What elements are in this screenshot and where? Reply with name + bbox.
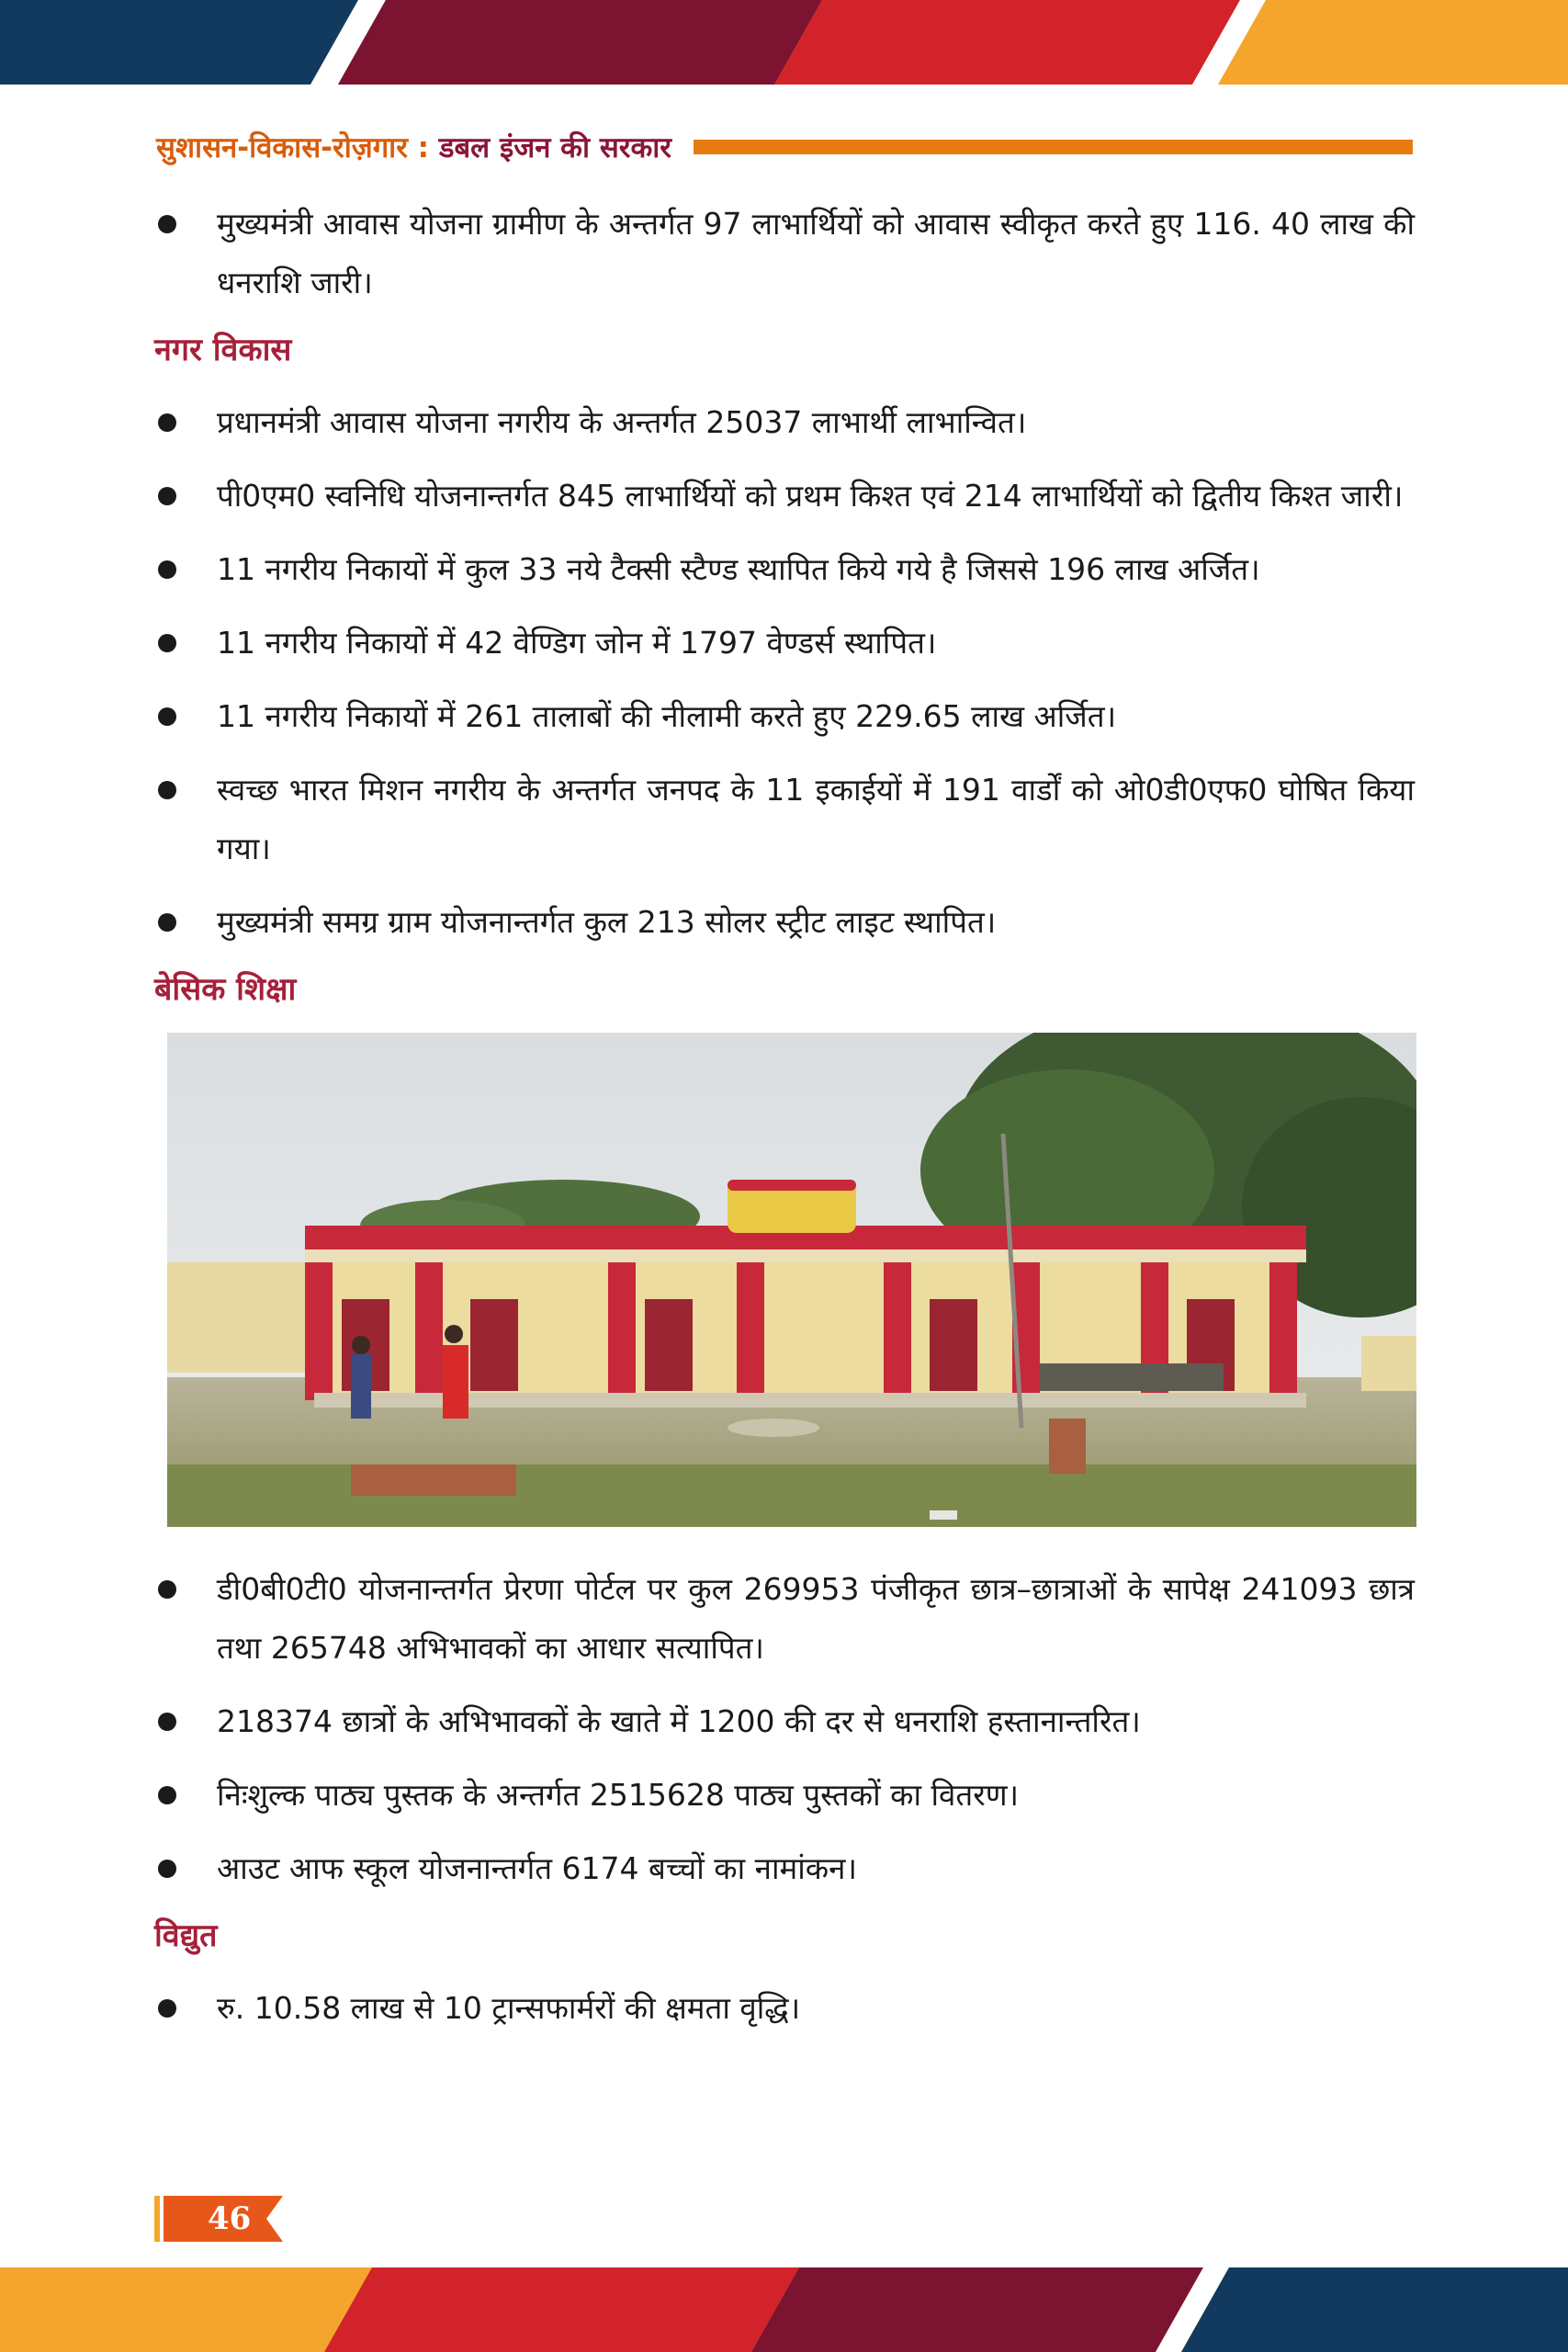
bullet-icon — [158, 1860, 176, 1878]
list-item: मुख्यमंत्री आवास योजना ग्रामीण के अन्तर्गत 97 लाभार्थियों को आवास स्वीकृत करते हुए 116. 40 लाख की धनराशि जारी। — [154, 195, 1415, 312]
list-item: आउट आफ स्कूल योजनान्तर्गत 6174 बच्चों का नामांकन। — [154, 1839, 1415, 1898]
section-title-vidyut: विद्युत — [154, 1917, 218, 1954]
bullet-icon — [158, 215, 176, 233]
list-item: निःशुल्क पाठ्य पुस्तक के अन्तर्गत 2515628 पाठ्य पुस्तकों का वितरण। — [154, 1766, 1415, 1825]
section-title-nagar-vikas: नगर विकास — [154, 332, 292, 368]
list-item: 218374 छात्रों के अभिभावकों के खाते में 1200 की दर से धनराशि हस्तानान्तरित। — [154, 1692, 1415, 1751]
list-item: डी0बी0टी0 योजनान्तर्गत प्रेरणा पोर्टल पर कुल 269953 पंजीकृत छात्र–छात्राओं के सापेक्ष 241093 छात्र तथा 265748 अभिभावकों का आधार सत्यापित। — [154, 1560, 1415, 1678]
bullet-icon — [158, 560, 176, 579]
bullet-icon — [158, 413, 176, 432]
header-rule — [694, 140, 1413, 154]
page-header — [156, 125, 1413, 169]
intro-list — [154, 195, 1415, 312]
section-title-basic-shiksha: बेसिक शिक्षा — [154, 971, 297, 1008]
header-title — [156, 128, 671, 166]
page-number-tab — [154, 2196, 283, 2242]
nagar-vikas-list — [154, 393, 1415, 952]
bullet-icon — [158, 1786, 176, 1804]
list-item: प्रधानमंत्री आवास योजना नगरीय के अन्तर्गत 25037 लाभार्थी लाभान्वित। — [154, 393, 1415, 452]
list-item: 11 नगरीय निकायों में 42 वेण्डिग जोन में 1797 वेण्डर्स स्थापित। — [154, 614, 1415, 673]
bullet-icon — [158, 913, 176, 932]
page-content — [154, 195, 1415, 2052]
vidyut-list — [154, 1979, 1415, 2038]
bullet-icon — [158, 781, 176, 799]
bottom-decorative-band — [0, 2267, 1568, 2352]
list-item: स्वच्छ भारत मिशन नगरीय के अन्तर्गत जनपद के 11 इकाईयों में 191 वार्डों को ओ0डी0एफ0 घोषित किया गया। — [154, 761, 1415, 878]
list-item: रु. 10.58 लाख से 10 ट्रान्सफार्मरों की क्षमता वृद्धि। — [154, 1979, 1415, 2038]
school-building-photo — [167, 1033, 1416, 1527]
page-number: 46 — [208, 2200, 252, 2237]
header-title-part1: सुशासन-विकास-रोज़गार : — [156, 131, 430, 164]
basic-shiksha-list — [154, 1560, 1415, 1898]
list-item: पी0एम0 स्वनिधि योजनान्तर्गत 845 लाभार्थियों को प्रथम किश्त एवं 214 लाभार्थियों को द्वितीय किश्त जारी। — [154, 467, 1415, 526]
bullet-icon — [158, 487, 176, 505]
bullet-icon — [158, 1999, 176, 2018]
top-decorative-band — [0, 0, 1568, 85]
bullet-icon — [158, 1713, 176, 1731]
bullet-icon — [158, 1580, 176, 1599]
list-item: 11 नगरीय निकायों में 261 तालाबों की नीलामी करते हुए 229.65 लाख अर्जित। — [154, 687, 1415, 746]
bullet-icon — [158, 634, 176, 652]
list-item: मुख्यमंत्री समग्र ग्राम योजनान्तर्गत कुल 213 सोलर स्ट्रीट लाइट स्थापित। — [154, 893, 1415, 952]
header-title-part2: डबल इंजन की सरकार — [429, 131, 671, 164]
bullet-icon — [158, 707, 176, 726]
list-item: 11 नगरीय निकायों में कुल 33 नये टैक्सी स्टैण्ड स्थापित किये गये है जिससे 196 लाख अर्जित। — [154, 540, 1415, 599]
